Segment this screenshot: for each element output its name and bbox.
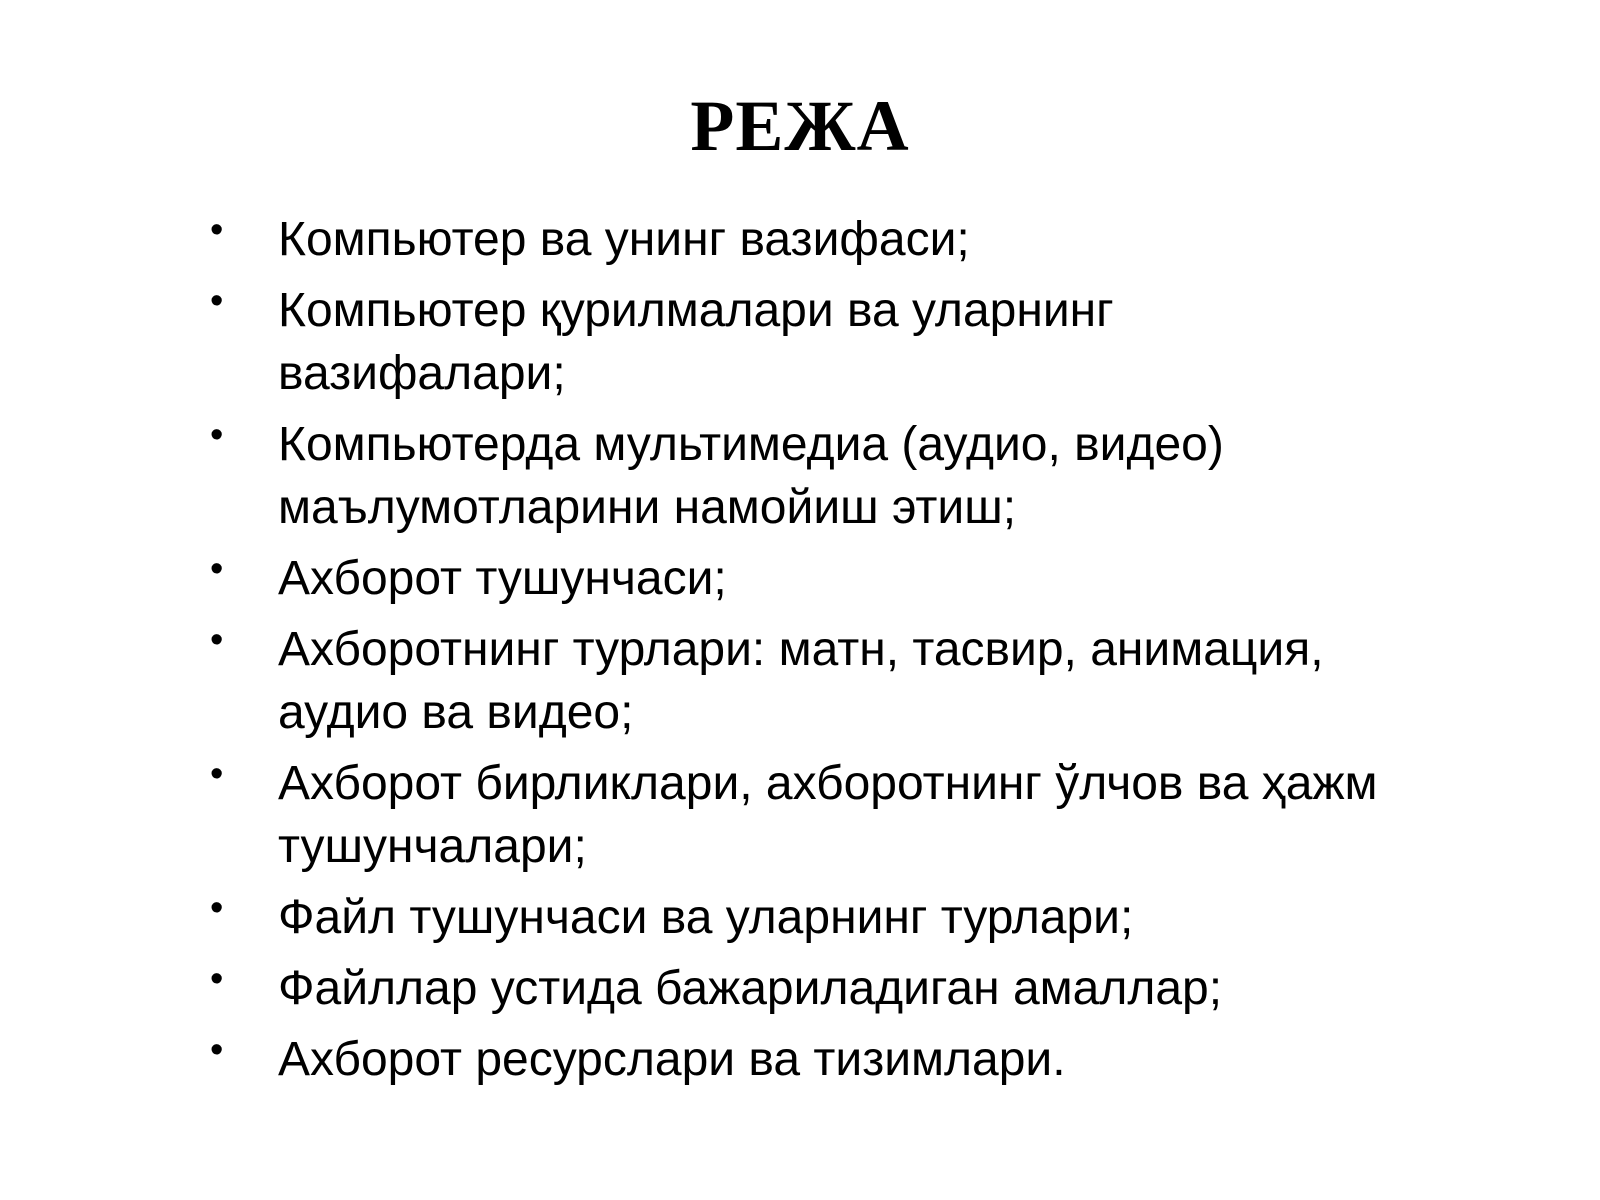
bullet-icon: • (210, 548, 224, 590)
list-item (210, 886, 1410, 949)
bullet-icon: • (210, 414, 224, 456)
slide-title: РЕЖА (690, 86, 910, 166)
list-item (210, 957, 1410, 1020)
bullet-icon: • (210, 887, 224, 929)
list-item (210, 752, 1410, 878)
bullet-icon: • (210, 753, 224, 795)
bullet-icon: • (210, 209, 224, 251)
list-item-text: Ахборот тушунчаси; (278, 552, 727, 605)
bullet-icon: • (210, 619, 224, 661)
list-item-text: Ахборотнинг турлари: матн, тасвир, анимация, аудио ва видео; (278, 623, 1324, 739)
list-item-text: Файллар устида бажариладиган амаллар; (278, 962, 1223, 1015)
list-item (210, 547, 1410, 610)
list-item (210, 1028, 1410, 1091)
bullet-list (210, 208, 1410, 1099)
bullet-icon: • (210, 280, 224, 322)
list-item-text: Файл тушунчаси ва уларнинг турлари; (278, 891, 1134, 944)
list-item-text: Ахборот бирликлари, ахборотнинг ўлчов ва ҳажм тушунчалари; (278, 757, 1378, 873)
bullet-icon: • (210, 958, 224, 1000)
list-item-text: Компьютер ва унинг вазифаси; (278, 213, 970, 266)
list-item-text: Ахборот ресурслари ва тизимлари. (278, 1033, 1066, 1086)
list-item (210, 618, 1410, 744)
list-item (210, 279, 1410, 405)
list-item (210, 413, 1410, 539)
list-item (210, 208, 1410, 271)
bullet-icon: • (210, 1029, 224, 1071)
list-item-text: Компьютер қурилмалари ва уларнинг вазифалари; (278, 284, 1114, 400)
list-item-text: Компьютерда мультимедиа (аудио, видео) маълумотларини намойиш этиш; (278, 418, 1224, 534)
